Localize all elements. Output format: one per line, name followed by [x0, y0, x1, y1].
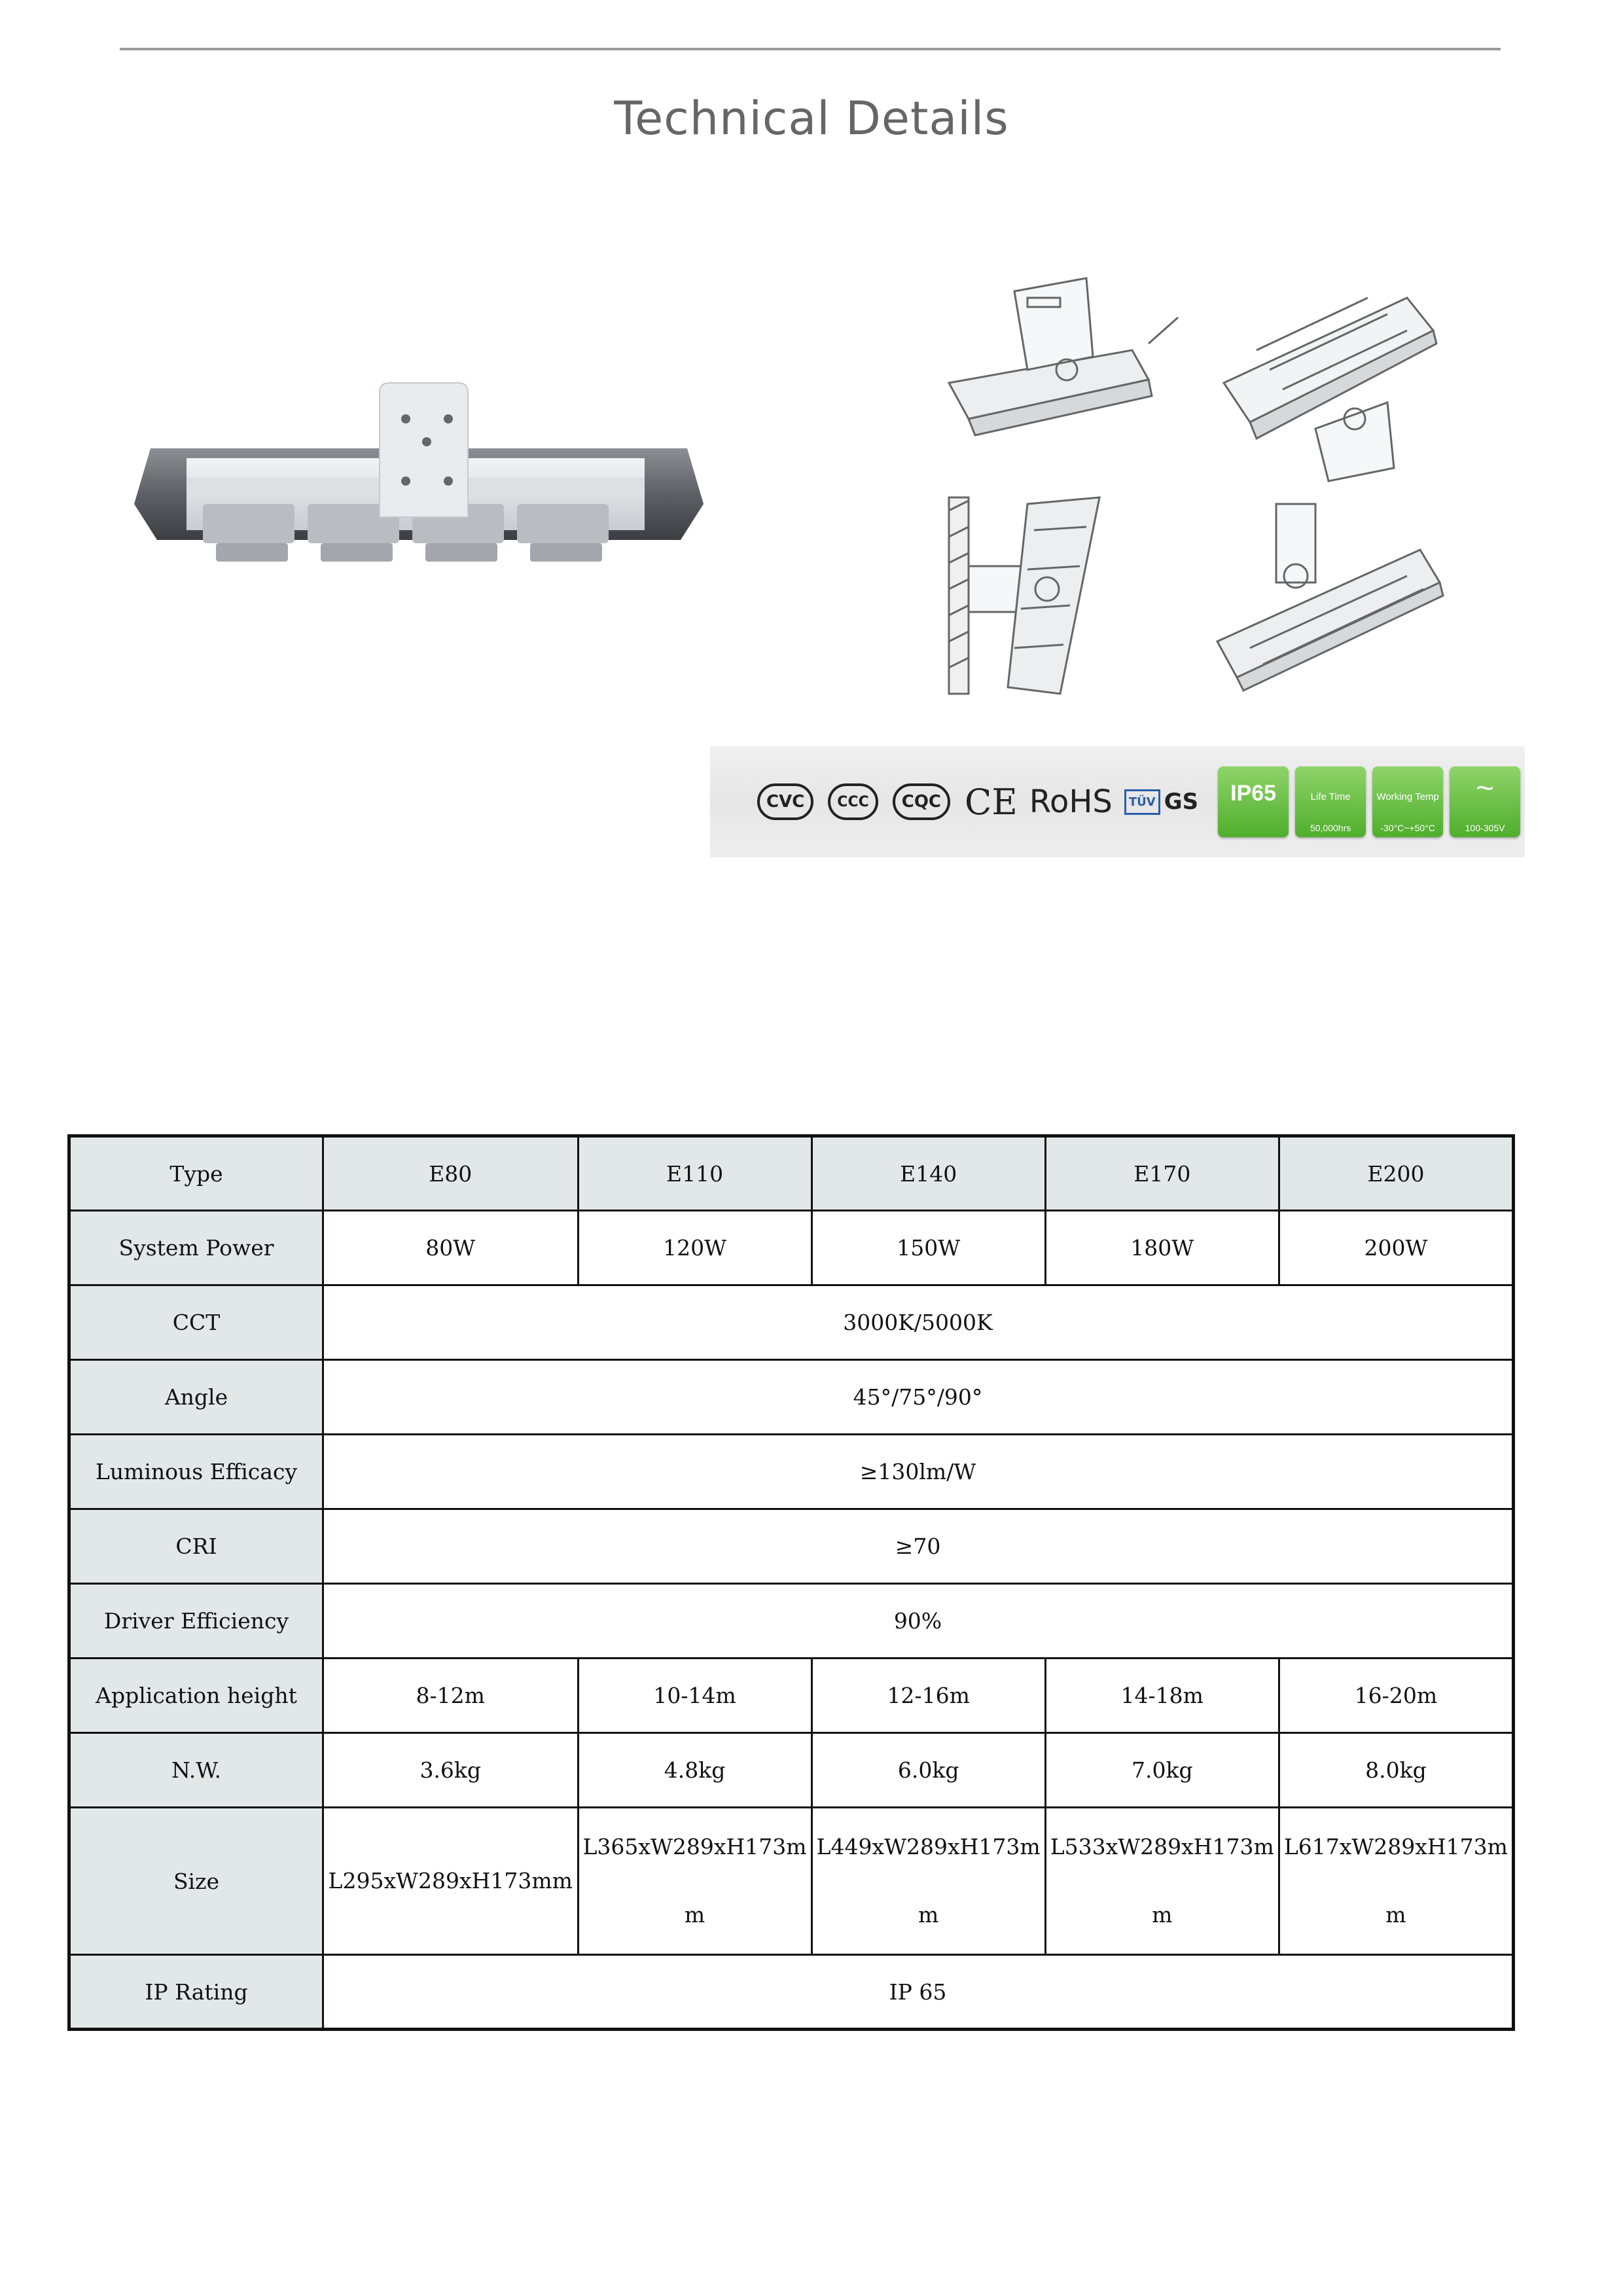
spec-table: [67, 1134, 1515, 2031]
voltage-badge: ~ 100-305V: [1450, 766, 1520, 837]
value-cell: L365xW289xH173m m: [578, 1808, 812, 1955]
table-row: [69, 1285, 1514, 1360]
value-cell: 6.0kg: [812, 1733, 1045, 1808]
row-label: CCT: [69, 1285, 323, 1360]
value-cell: 16-20m: [1279, 1659, 1513, 1733]
page-title: Technical Details: [614, 92, 1009, 145]
table-row: [69, 1584, 1514, 1659]
table-row: [69, 1955, 1514, 2030]
working-temp-badge: Working Temp -30°C~+50°C: [1372, 766, 1443, 837]
row-label: IP Rating: [69, 1955, 323, 2030]
tuv-logo: TÜV: [1124, 789, 1160, 815]
cvc-logo: CVC: [757, 783, 813, 820]
value-cell: 120W: [578, 1211, 812, 1285]
row-label: System Power: [69, 1211, 323, 1285]
value-cell: 12-16m: [812, 1659, 1045, 1733]
value-cell: L295xW289xH173mm: [323, 1808, 579, 1955]
value-cell: 8.0kg: [1279, 1733, 1513, 1808]
value-cell: 80W: [323, 1211, 579, 1285]
value-cell: IP 65: [323, 1955, 1514, 2030]
row-label: Application height: [69, 1659, 323, 1733]
table-row: [69, 1808, 1514, 1955]
value-cell: ≥70: [323, 1509, 1514, 1584]
value-cell: ≥130lm/W: [323, 1435, 1514, 1509]
model-cell: E110: [578, 1136, 812, 1211]
value-cell: 90%: [323, 1584, 1514, 1659]
table-row: [69, 1360, 1514, 1435]
gs-logo: GS: [1164, 789, 1199, 815]
table-row: [69, 1435, 1514, 1509]
value-cell: 8-12m: [323, 1659, 579, 1733]
ce-logo: CE: [965, 781, 1018, 823]
row-label: Angle: [69, 1360, 323, 1435]
lifetime-badge: Life Time 50,000hrs: [1295, 766, 1366, 837]
table-row: [69, 1211, 1514, 1285]
row-label: Luminous Efficacy: [69, 1435, 323, 1509]
model-cell: E200: [1279, 1136, 1513, 1211]
row-label: CRI: [69, 1509, 323, 1584]
value-cell: 200W: [1279, 1211, 1513, 1285]
table-row: [69, 1509, 1514, 1584]
value-cell: 14-18m: [1045, 1659, 1279, 1733]
row-label: Type: [69, 1136, 323, 1211]
value-cell: 45°/75°/90°: [323, 1360, 1514, 1435]
table-row: [69, 1136, 1514, 1211]
value-cell: L533xW289xH173m m: [1045, 1808, 1279, 1955]
mounting-views: [936, 272, 1472, 697]
row-label: N.W.: [69, 1733, 323, 1808]
value-cell: 3000K/5000K: [323, 1285, 1514, 1360]
model-cell: E140: [812, 1136, 1045, 1211]
value-cell: 4.8kg: [578, 1733, 812, 1808]
cqc-logo: CQC: [893, 783, 950, 820]
row-label: Size: [69, 1808, 323, 1955]
ccc-logo: CCC: [828, 783, 878, 820]
table-row: [69, 1733, 1514, 1808]
table-row: [69, 1659, 1514, 1733]
top-divider: [120, 48, 1501, 50]
certification-strip: [710, 746, 1525, 857]
ip65-badge: IP65: [1218, 766, 1289, 837]
rohs-logo: RoHS: [1029, 783, 1113, 820]
value-cell: 150W: [812, 1211, 1045, 1285]
value-cell: 3.6kg: [323, 1733, 579, 1808]
value-cell: 180W: [1045, 1211, 1279, 1285]
model-cell: E80: [323, 1136, 579, 1211]
value-cell: L617xW289xH173m m: [1279, 1808, 1513, 1955]
model-cell: E170: [1045, 1136, 1279, 1211]
value-cell: L449xW289xH173m m: [812, 1808, 1045, 1955]
row-label: Driver Efficiency: [69, 1584, 323, 1659]
value-cell: 7.0kg: [1045, 1733, 1279, 1808]
value-cell: 10-14m: [578, 1659, 812, 1733]
product-photo: [124, 380, 713, 596]
